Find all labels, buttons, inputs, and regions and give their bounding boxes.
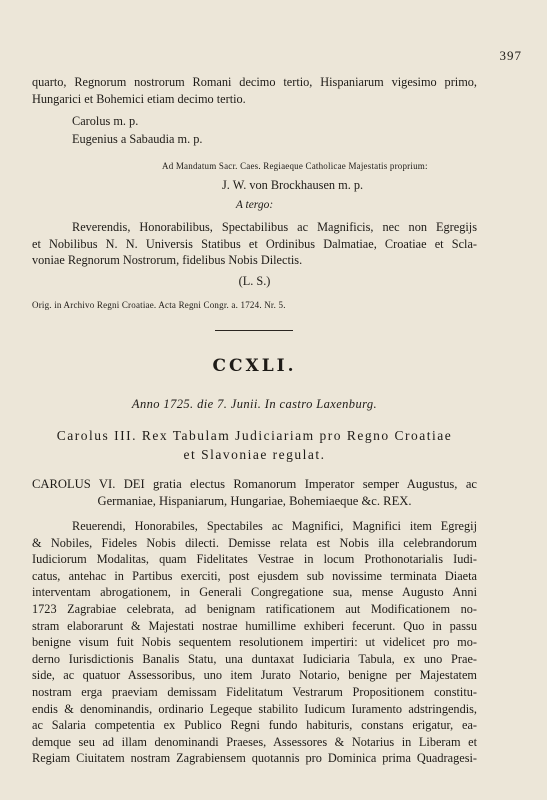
tergo-block [32, 197, 477, 214]
title-line: et Slavoniae regulat. [183, 447, 326, 462]
address-line: et Nobilibus N. N. Universis Statibus et Ordinibus Dalmatiae, Croatiae et Scla- [32, 236, 477, 251]
body-line: nostram erga praeviam demissam Fidelitatum Vestrarum Propositionem constitu- [32, 684, 477, 699]
body-line: Reuerendi, Honorabiles, Spectabiles ac Magnifici, Magnifici item Egregij [72, 519, 477, 533]
document-number-block [32, 358, 477, 375]
body-line: ac Salaria competentia ex Publico Regni fundo habituris, constans erigatur, ea- [32, 718, 477, 733]
date-block [32, 396, 477, 413]
body-line: side, ac quatuor Assessoribus, uno item Jurato Notario, benigne per Majestatem [32, 668, 477, 683]
intitulatio-line: Germaniae, Hispaniarum, Hungariae, Bohemiaeque &c. REX. [97, 493, 412, 508]
document-number: CCXLI. [212, 356, 297, 376]
body-line: & Nobiles, Fideles Nobis dilecti. Demisse relata est Nobis illa celebrandorum [32, 535, 477, 550]
seal-block [32, 273, 477, 290]
address-line: voniae Regnorum Nostrorum, fidelibus Nobis Dilectis. [32, 253, 303, 268]
title-line: Carolus III. Rex Tabulam Judiciariam pro Regno Croatiae [56, 428, 453, 443]
body-line: 1723 Zagrabiae celebrata, ad benignam ratificationem aut Modificationem no- [32, 601, 477, 616]
seal-text: (L. S.) [238, 274, 271, 288]
text-line: Hungarici et Bohemici etiam decimo tertio. [32, 91, 246, 106]
address-line: Reverendis, Honorabilibus, Spectabilibus ac Magnificis, nec non Egregijs [72, 220, 477, 234]
body-line: endis & denominandis, ordinario Legeque stabilito Iudicum Iuramento adstringendis, [32, 701, 477, 716]
source-note: Orig. in Archivo Regni Croatiae. Acta Regni Congr. a. 1724. Nr. 5. [32, 300, 286, 310]
divider [215, 330, 293, 331]
body-line: demque seu ad illam denominandi Praeses, Assessores & Notarius in Liberam et [32, 734, 477, 749]
body-line: derno Iurisdictionis Banalis Statu, una duntaxat Iudiciaria Tabula, ex uno Prae- [32, 651, 477, 666]
date-line: Anno 1725. die 7. Junii. In castro Laxenburg. [131, 397, 378, 411]
tergo-label: A tergo: [235, 199, 274, 211]
body-line: benigne visum fuit Nobis sequentem resolutionem impertiri: ut videlicet pro mo- [32, 635, 477, 650]
signer-name: J. W. von Brockhausen m. p. [222, 178, 364, 192]
document-body [32, 518, 477, 767]
intitulatio-line: CAROLUS VI. DEI gratia electus Romanorum Imperator semper Augustus, ac [32, 477, 477, 491]
signature-eugenius: Eugenius a Sabaudia m. p. [72, 132, 203, 146]
address [32, 219, 477, 269]
signatures [32, 112, 477, 148]
body-line: interventam abrogationem, in Generali Congregatione sua, mense Augusto Anni [32, 585, 477, 600]
title-block [32, 426, 477, 464]
page-number: 397 [499, 48, 522, 63]
body-line: Iudiciorum Modalitas, quam Fidelitates Vestrae in locum Prothonotarialis Iudi- [32, 552, 477, 567]
body-line: Regiam Ciuitatem nostram Zagrabiensem quotannis pro Dominica prima Quadragesi- [32, 751, 477, 766]
mandate [32, 158, 477, 175]
preceding-text [32, 74, 477, 107]
text-line: quarto, Regnorum nostrorum Romani decimo tertio, Hispaniarum vigesimo primo, [32, 75, 477, 89]
intitulatio [32, 476, 477, 509]
mandate-line: Ad Mandatum Sacr. Caes. Regiaeque Catholicae Majestatis proprium: [162, 161, 428, 171]
body-line: catus, antehac in Partibus exerciti, post ejusdem sub novissime terminata Diaeta [32, 568, 477, 583]
source-block [32, 297, 477, 314]
signer-block [32, 177, 477, 194]
body-line: stram elaborarunt & Majestati nostrae humillime exhiberi fecerunt. Quo in passu [32, 618, 477, 633]
signature-carolus: Carolus m. p. [72, 114, 139, 128]
